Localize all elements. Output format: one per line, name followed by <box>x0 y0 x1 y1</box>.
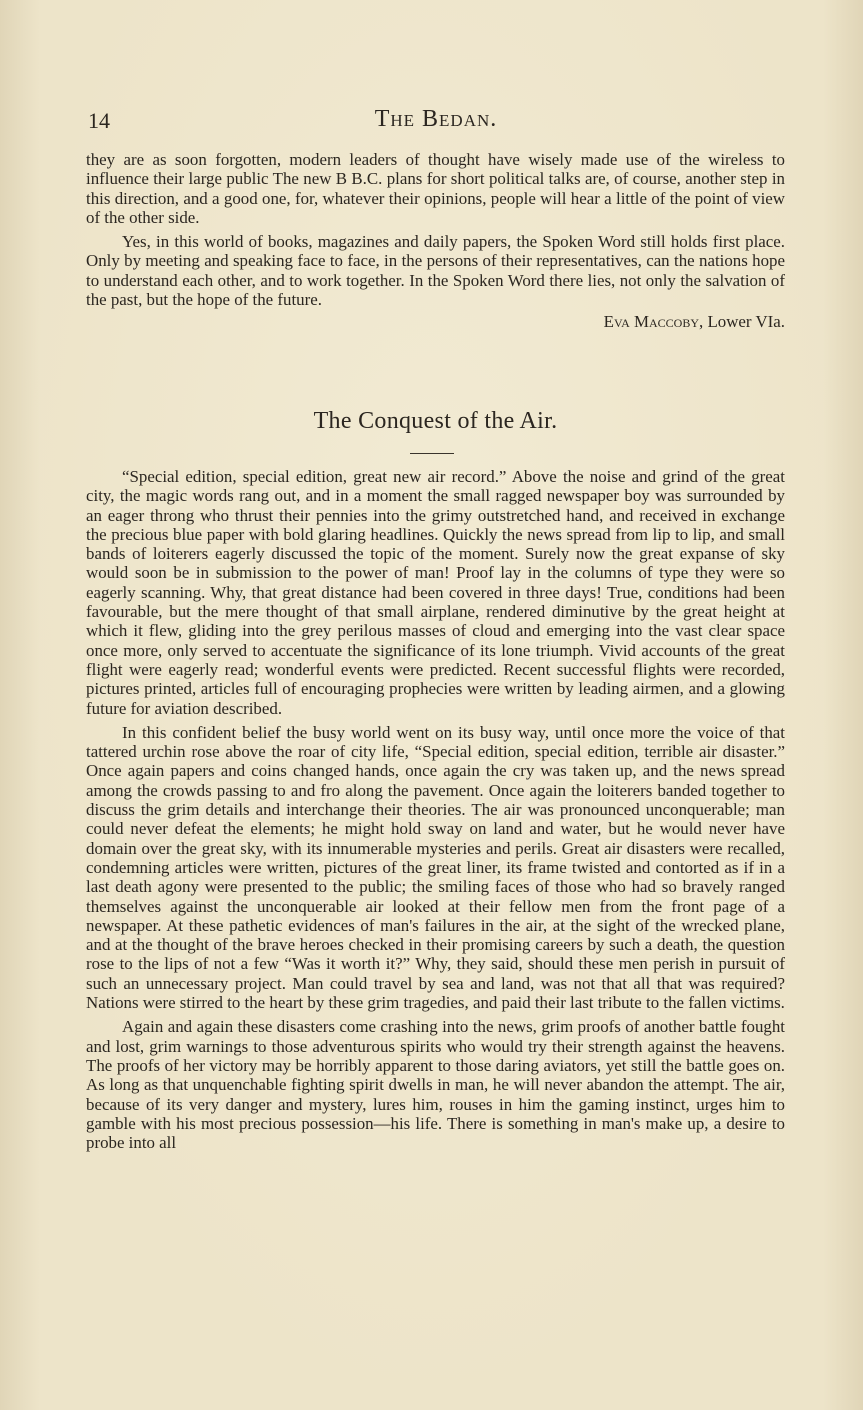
page-number: 14 <box>88 108 110 133</box>
intro-paragraph: Yes, in this world of books, magazines and daily papers, the Spoken Word still holds first place. Only by meeting and speaking face to face, in the persons of their representatives, can the nations hope to understand each other, and to work together. In the Spoken Word there lies, not only the salvation of the past, but the hope of the future. <box>86 232 785 310</box>
author-name: Eva Maccoby, <box>603 312 704 332</box>
article-paragraph: “Special edition, special edition, great new air record.” Above the noise and grind of the great city, the magic words rang out, and in a moment the small ragged newspaper boy was surrounded by an eager throng who thrust their pennies into the grimy outstretched hand, and received in exchange the precious blue paper with bold glaring headlines. Quickly the news spread from lip to lip, and small bands of loiterers eagerly discussed the topic of the moment. Surely now the great expanse of sky would soon be in submission to the power of man! Proof lay in the columns of type they were so eagerly scanning. Why, that great distance had been covered in three days! True, conditions had been favourable, but the mere thought of that small airplane, rendered diminutive by the great height at which it flew, gliding into the grey perilous masses of cloud and emerging into the vast clear space once more, only served to accentuate the significance of its lone triumph. Vivid accounts of the great flight were eagerly read; wonderful events were predicted. Recent successful flights were recorded, pictures printed, articles full of encouraging prophecies were written by leading airmen, and a glowing future for aviation described. <box>86 467 785 718</box>
intro-text <box>86 150 785 332</box>
intro-paragraph: they are as soon forgotten, modern leaders of thought have wisely made use of the wireless to influence their large public The new B B.C. plans for short political talks are, of course, another step in this direction, and a good one, for, whatever their opinions, people will hear a little of the point of view of the other side. <box>86 150 785 227</box>
author-form: Lower VIa. <box>707 312 785 332</box>
running-title: The Bedan. <box>374 106 498 132</box>
author-signature <box>86 312 785 331</box>
page-header <box>88 104 784 136</box>
article-title: The Conquest of the Air. <box>313 408 558 434</box>
article-paragraph: In this confident belief the busy world went on its busy way, until once more the voice of that tattered urchin rose above the roar of city life, “Special edition, special edition, terrible air disaster.” Once again papers and coins changed hands, once again the cry was taken up, and the news spread among the crowds passing to and fro along the pavement. Once again the loiterers banded together to discuss the grim details and interchange their theories. The air was pronounced unconquerable; man could never defeat the elements; he might hold sway on land and water, but he would never have domain over the great sky, with its innumerable mysteries and perils. Great air disasters were recalled, condemning articles were written, pictures of the great liner, its frame twisted and contorted as if in a last death agony were presented to the public; the smiling faces of those who had so bravely ranged themselves against the unconquerable air looked at their fellow men from the front page of a newspaper. At these pathetic evidences of man's failures in the air, at the sight of the wrecked plane, and at the thought of the brave heroes checked in their promising careers by such a death, the question rose to the lips of not a few “Was it worth it?” Why, they said, should these men perish in pursuit of such an unnecessary project. Man could travel by sea and land, was not that all that was required? Nations were stirred to the heart by these grim tragedies, and paid their last tribute to the fallen victims. <box>86 722 785 1013</box>
title-divider <box>410 453 454 454</box>
article-body <box>86 467 785 1157</box>
article-paragraph: Again and again these disasters come crashing into the news, grim proofs of another battle fought and lost, grim warnings to those adventurous spirits who would try their strength against the heavens. The proofs of her victory may be horribly apparent to those daring aviators, yet still the battle goes on. As long as that unquenchable fighting spirit dwells in man, he will never abandon the attempt. The air, because of its very danger and mystery, lures him, rouses in him the gaming instinct, urges him to gamble with his most precious possession—his life. There is something in man's make up, a desire to probe into all <box>86 1017 785 1153</box>
